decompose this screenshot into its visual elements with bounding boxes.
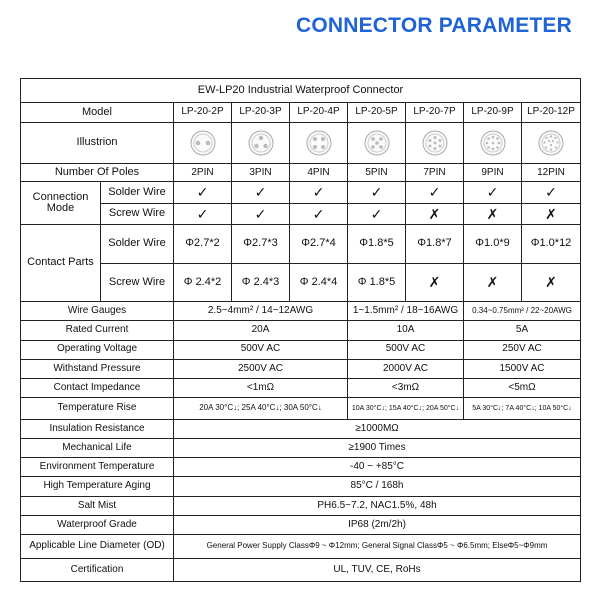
waterproof-grade-label: Waterproof Grade [21,515,174,534]
insulation-resistance-label: Insulation Resistance [21,419,174,438]
salt-mist-label: Salt Mist [21,496,174,515]
illustration-label: Illustrion [21,122,174,164]
cross-icon: ✗ [464,203,522,224]
contact-solder-cell: Φ2.7*2 [174,224,232,263]
withstand-pressure-cell: 2500V AC [174,359,348,378]
waterproof-grade-row [21,515,581,534]
cross-icon: ✗ [522,263,581,302]
cross-icon: ✗ [406,203,464,224]
model-cell: LP-20-7P [406,103,464,122]
rated-current-row [21,321,581,340]
rated-current-cell: 10A [348,321,464,340]
check-icon: ✓ [464,182,522,203]
high-temp-aging-cell: 85°C / 168h [174,477,581,496]
poles-cell: 5PIN [348,164,406,182]
model-cell: LP-20-3P [232,103,290,122]
contact-impedance-row [21,379,581,398]
operating-voltage-label: Operating Voltage [21,340,174,359]
connector-9p-icon [464,122,522,164]
rated-current-cell: 20A [174,321,348,340]
contact-solder-cell: Φ1.8*5 [348,224,406,263]
high-temp-aging-label: High Temperature Aging [21,477,174,496]
operating-voltage-cell: 500V AC [348,340,464,359]
cross-icon: ✗ [464,263,522,302]
solder-wire-label: Solder Wire [101,182,174,203]
temperature-rise-label: Temperature Rise [21,398,174,419]
poles-cell: 3PIN [232,164,290,182]
model-cell: LP-20-4P [290,103,348,122]
model-cell: LP-20-12P [522,103,581,122]
wire-gauges-row [21,302,581,321]
mechanical-life-label: Mechanical Life [21,438,174,457]
table-title: EW-LP20 Industrial Waterproof Connector [21,79,581,103]
model-cell: LP-20-5P [348,103,406,122]
poles-cell: 12PIN [522,164,581,182]
screw-wire-label: Screw Wire [101,203,174,224]
check-icon: ✓ [348,182,406,203]
check-icon: ✓ [522,182,581,203]
certification-label: Certification [21,558,174,581]
check-icon: ✓ [174,182,232,203]
operating-voltage-cell: 250V AC [464,340,581,359]
operating-voltage-cell: 500V AC [174,340,348,359]
withstand-pressure-row [21,359,581,378]
connector-4p-icon [290,122,348,164]
check-icon: ✓ [232,182,290,203]
check-icon: ✓ [174,203,232,224]
wire-gauges-cell: 1~1.5mm² / 18~16AWG [348,302,464,321]
poles-cell: 9PIN [464,164,522,182]
connector-3p-icon [232,122,290,164]
contact-solder-cell: Φ1.0*9 [464,224,522,263]
model-cell: LP-20-9P [464,103,522,122]
connector-5p-icon [348,122,406,164]
environment-temperature-label: Environment Temperature [21,458,174,477]
poles-cell: 2PIN [174,164,232,182]
line-diameter-label: Applicable Line Diameter (OD) [21,535,174,558]
contact-screw-cell: Φ 2.4*2 [174,263,232,302]
contact-solder-cell: Φ2.7*3 [232,224,290,263]
waterproof-grade-cell: IP68 (2m/2h) [174,515,581,534]
environment-temperature-row [21,458,581,477]
contact-screw-cell: Φ 2.4*4 [290,263,348,302]
check-icon: ✓ [290,182,348,203]
contact-solder-cell: Φ2.7*4 [290,224,348,263]
cross-icon: ✗ [522,203,581,224]
connection-mode-label: Connection Mode [21,182,101,225]
insulation-resistance-row [21,419,581,438]
poles-cell: 4PIN [290,164,348,182]
check-icon: ✓ [348,203,406,224]
temperature-rise-row [21,398,581,419]
contact-impedance-label: Contact Impedance [21,379,174,398]
page-title: CONNECTOR PARAMETER [295,14,572,37]
high-temp-aging-row [21,477,581,496]
wire-gauges-cell: 0.34~0.75mm² / 22~20AWG [464,302,581,321]
line-diameter-row [21,535,581,558]
contact-solder-cell: Φ1.0*12 [522,224,581,263]
poles-label: Number Of Poles [21,164,174,182]
insulation-resistance-cell: ≥1000MΩ [174,419,581,438]
contact-solder-row [21,224,581,263]
contact-impedance-cell: <5mΩ [464,379,581,398]
line-diameter-cell: General Power Supply ClassΦ9 ~ Φ12mm; General Signal ClassΦ5 ~ Φ6.5mm; ElseΦ5~Φ9mm [174,535,581,558]
wire-gauges-label: Wire Gauges [21,302,174,321]
check-icon: ✓ [232,203,290,224]
check-icon: ✓ [406,182,464,203]
contact-solder-label: Solder Wire [101,224,174,263]
cross-icon: ✗ [406,263,464,302]
contact-screw-label: Screw Wire [101,263,174,302]
model-cell: LP-20-2P [174,103,232,122]
check-icon: ✓ [290,203,348,224]
temperature-rise-cell: 10A 30°C↓; 15A 40°C↓; 20A 50°C↓ [348,398,464,419]
contact-screw-row [21,263,581,302]
environment-temperature-cell: -40 ~ +85°C [174,458,581,477]
temperature-rise-cell: 20A 30°C↓; 25A 40°C↓; 30A 50°C↓ [174,398,348,419]
poles-cell: 7PIN [406,164,464,182]
certification-row [21,558,581,581]
salt-mist-cell: PH6.5~7.2, NAC1.5%, 48h [174,496,581,515]
model-label: Model [21,103,174,122]
solder-wire-row [21,182,581,203]
mechanical-life-row [21,438,581,457]
certification-cell: UL, TUV, CE, RoHs [174,558,581,581]
temperature-rise-cell: 5A 30°C↓; 7A 40°C↓; 10A 50°C↓ [464,398,581,419]
connector-2p-icon [174,122,232,164]
contact-impedance-cell: <1mΩ [174,379,348,398]
contact-impedance-cell: <3mΩ [348,379,464,398]
wire-gauges-cell: 2.5~4mm² / 14~12AWG [174,302,348,321]
contact-screw-cell: Φ 1.8*5 [348,263,406,302]
model-row [21,103,581,122]
screw-wire-row [21,203,581,224]
connector-7p-icon [406,122,464,164]
contact-solder-cell: Φ1.8*7 [406,224,464,263]
parameter-table-container [20,78,580,582]
rated-current-cell: 5A [464,321,581,340]
operating-voltage-row [21,340,581,359]
withstand-pressure-cell: 2000V AC [348,359,464,378]
withstand-pressure-cell: 1500V AC [464,359,581,378]
illustration-row [21,122,581,164]
parameter-table [20,78,581,582]
contact-screw-cell: Φ 2.4*3 [232,263,290,302]
mechanical-life-cell: ≥1900 Times [174,438,581,457]
salt-mist-row [21,496,581,515]
rated-current-label: Rated Current [21,321,174,340]
contact-parts-label: Contact Parts [21,224,101,301]
connector-12p-icon [522,122,581,164]
withstand-pressure-label: Withstand Pressure [21,359,174,378]
poles-row [21,164,581,182]
